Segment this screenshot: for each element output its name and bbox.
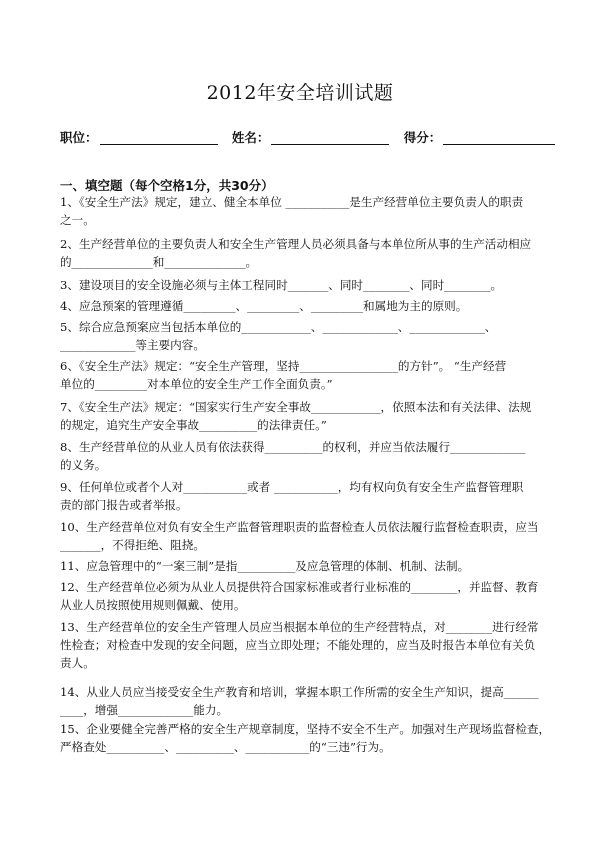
- question-11: 11、应急管理中的“一案三制”是指__________及应急管理的体制、机制、法制。: [60, 559, 470, 573]
- position-field[interactable]: [100, 131, 218, 145]
- question-15: 15、企业要健全完善严格的安全生产规章制度，坚持不安全不生产。加强对生产现场监督检查， 严格查处__________、__________、___________的“三违”行为。: [60, 722, 551, 754]
- question-4: 4、应急预案的管理遵循_________、_________、_________和属地为主的原则。: [60, 299, 468, 313]
- position-label: 职位：: [60, 130, 98, 145]
- score-label: 得分：: [403, 130, 442, 145]
- question-13: 13、生产经营单位的安全生产管理人员应当根据本单位的生产经营特点，对________进行经常 性检查；对检查中发现的安全问题，应当立即处理；不能处理的，应当及时报告本单位有关负 责人。: [60, 620, 539, 670]
- question-5: 5、综合应急预案应当包括本单位的____________、_____________、_____________、 _____________等主要内容。: [60, 320, 497, 352]
- section-title: 一、填空题（每个空格1分，共30分）: [60, 178, 274, 193]
- question-7: 7、《安全生产法》规定：“国家实行生产安全事故____________，依照本法和有关法律、法规 的规定，追究生产安全事故__________的法律责任。”: [60, 400, 532, 432]
- name-label: 姓名：: [231, 130, 270, 145]
- question-1: 1、《安全生产法》规定，建立、健全本单位 ___________是生产经营单位主要负责人的职责 之一。: [60, 195, 524, 227]
- question-12: 12、生产经营单位必须为从业人员提供符合国家标准或者行业标准的________，并监督、教育 从业人员按照使用规则佩戴、使用。: [60, 580, 539, 612]
- question-3: 3、建设项目的安全设施必须与主体工程同时_______、同时________、同时________。: [60, 278, 503, 292]
- question-8: 8、生产经营单位的从业人员有依法获得__________的权利，并应当依法履行_____________ 的义务。: [60, 440, 526, 472]
- score-field[interactable]: [443, 131, 555, 145]
- info-row: [60, 128, 560, 146]
- question-9: 9、任何单位或者个人对___________或者 ___________，均有权向负有安全生产监督管理职 责的部门报告或者举报。: [60, 480, 524, 512]
- question-6: 6、《安全生产法》规定：“安全生产管理，坚持_________________的方针”。 “生产经营 单位的_________对本单位的安全生产工作全面负责。”: [60, 359, 507, 391]
- question-2: 2、生产经营单位的主要负责人和安全生产管理人员必须具备与本单位所从事的生产活动相应 的______________和______________。: [60, 237, 532, 269]
- question-10: 10、生产经营单位对负有安全生产监督管理职责的监督检查人员依法履行监督检查职责，应当 _______，不得拒绝、阻挠。: [60, 520, 539, 552]
- question-14: 14、从业人员应当接受安全生产教育和培训，掌握本职工作所需的安全生产知识，提高______ ____，增强_____________能力。: [60, 685, 539, 717]
- page-title: 2012年安全培训试题: [206, 82, 394, 104]
- name-field[interactable]: [271, 131, 389, 145]
